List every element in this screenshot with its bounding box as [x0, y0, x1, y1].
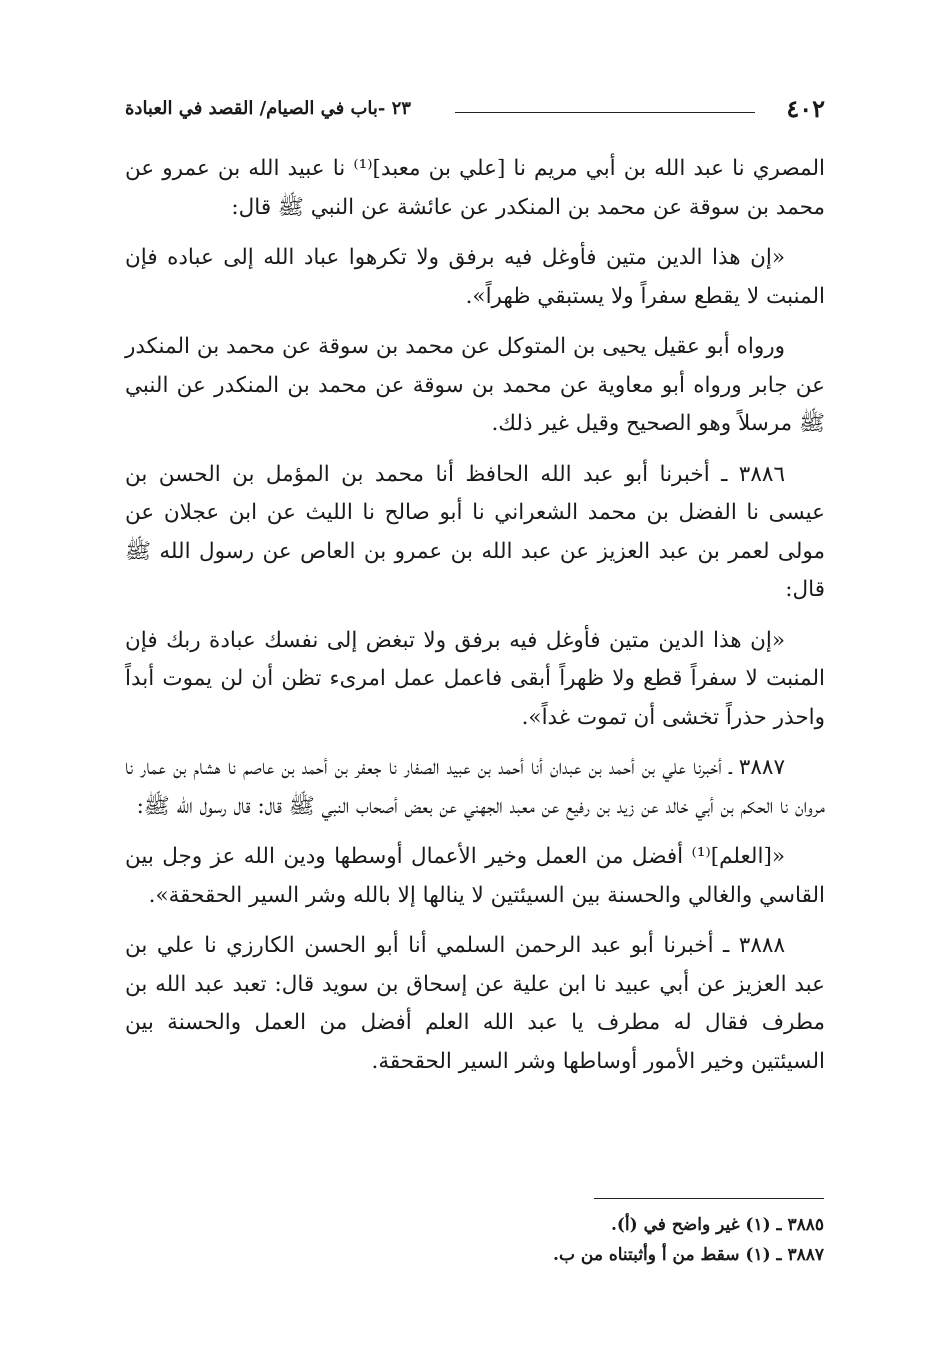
paragraph-3: ورواه أبو عقيل يحيى بن المتوكل عن محمد بن سوقة عن محمد بن المنكدر عن جابر ورواه أبو معاوية عن محمد بن سوقة عن محمد بن المنكدر عن النبي ﷺ مرسلاً وهو الصحيح وقيل غير ذلك.	[125, 334, 825, 436]
paragraph-8: ٣٨٨٨ ـ أخبرنا أبو عبد الرحمن السلمي أنا أبو الحسن الكارزي نا علي بن عبد العزيز عن أبي عبيد نا ابن علية عن إسحاق بن سويد قال: تعبد عبد الله بن مطرف فقال له مطرف يا عبد الله العلم أفضل من العمل والحسنة بين السيئتين وخير الأمور أوساطها وشر السير الحقحقة.	[125, 933, 825, 1074]
paragraph-5: «إن هذا الدين متين فأوغل فيه برفق ولا تبغض إلى نفسك عبادة ربك فإن المنبت لا سفراً قطع ولا ظهراً أبقى فاعمل عمل امرىء تظن أن لن يموت أبداً واحذر حذراً تخشى أن تموت غداً».	[125, 627, 825, 730]
paragraph-6: ٣٨٨٧ ـ أخبرنا علي بن أحمد بن عبدان أنا أحمد بن عبيد الصفار نا جعفر بن أحمد بن عاصم نا هشام بن عمار نا مروان نا الحكم بن أبي خالد عن زيد بن رفيع عن معبد الجهني عن بعض أصحاب النبي ﷺ قال: قال رسول الله ﷺ:	[125, 755, 825, 819]
footnote-1: ٣٨٨٥ ـ (١) غير واضح في (أ).	[610, 1215, 824, 1235]
page-header	[125, 92, 825, 126]
paragraph-4: ٣٨٨٦ ـ أخبرنا أبو عبد الله الحافظ أنا محمد بن المؤمل بن الحسن بن عيسى نا الفضل بن محمد الشعراني نا أبو صالح نا الليث عن ابن عجلان عن مولى لعمر بن عبد العزيز عن عبد الله بن عمرو بن العاص عن رسول الله ﷺ قال:	[125, 461, 825, 602]
footnote-rule	[594, 1198, 824, 1199]
paragraph-1: المصري نا عبد الله بن أبي مريم نا [علي بن معبد]⁽¹⁾ نا عبيد الله بن عمرو عن محمد بن سوقة عن محمد بن المنكدر عن عائشة عن النبي ﷺ قال:	[125, 156, 825, 220]
paragraph-2: «إن هذا الدين متين فأوغل فيه برفق ولا تكرهوا عباد الله إلى عباده فإن المنبت لا يقطع سفراً ولا يستبقي ظهراً».	[125, 245, 825, 309]
footnotes	[324, 1210, 824, 1270]
header-rule	[455, 112, 755, 113]
main-text	[125, 150, 825, 1093]
running-title: ٢٣ -باب في الصيام/ القصد في العبادة	[125, 98, 411, 119]
footnote-2: ٣٨٨٧ ـ (١) سقط من أ وأثبتناه من ب.	[553, 1245, 824, 1265]
paragraph-7: «[العلم]⁽¹⁾ أفضل من العمل وخير الأعمال أوسطها ودين الله عز وجل بين القاسي والغالي والحسنة بين السيئتين لا ينالها إلا بالله وشر السير الحقحقة».	[125, 844, 825, 908]
page-number: ٤٠٢	[786, 94, 825, 123]
